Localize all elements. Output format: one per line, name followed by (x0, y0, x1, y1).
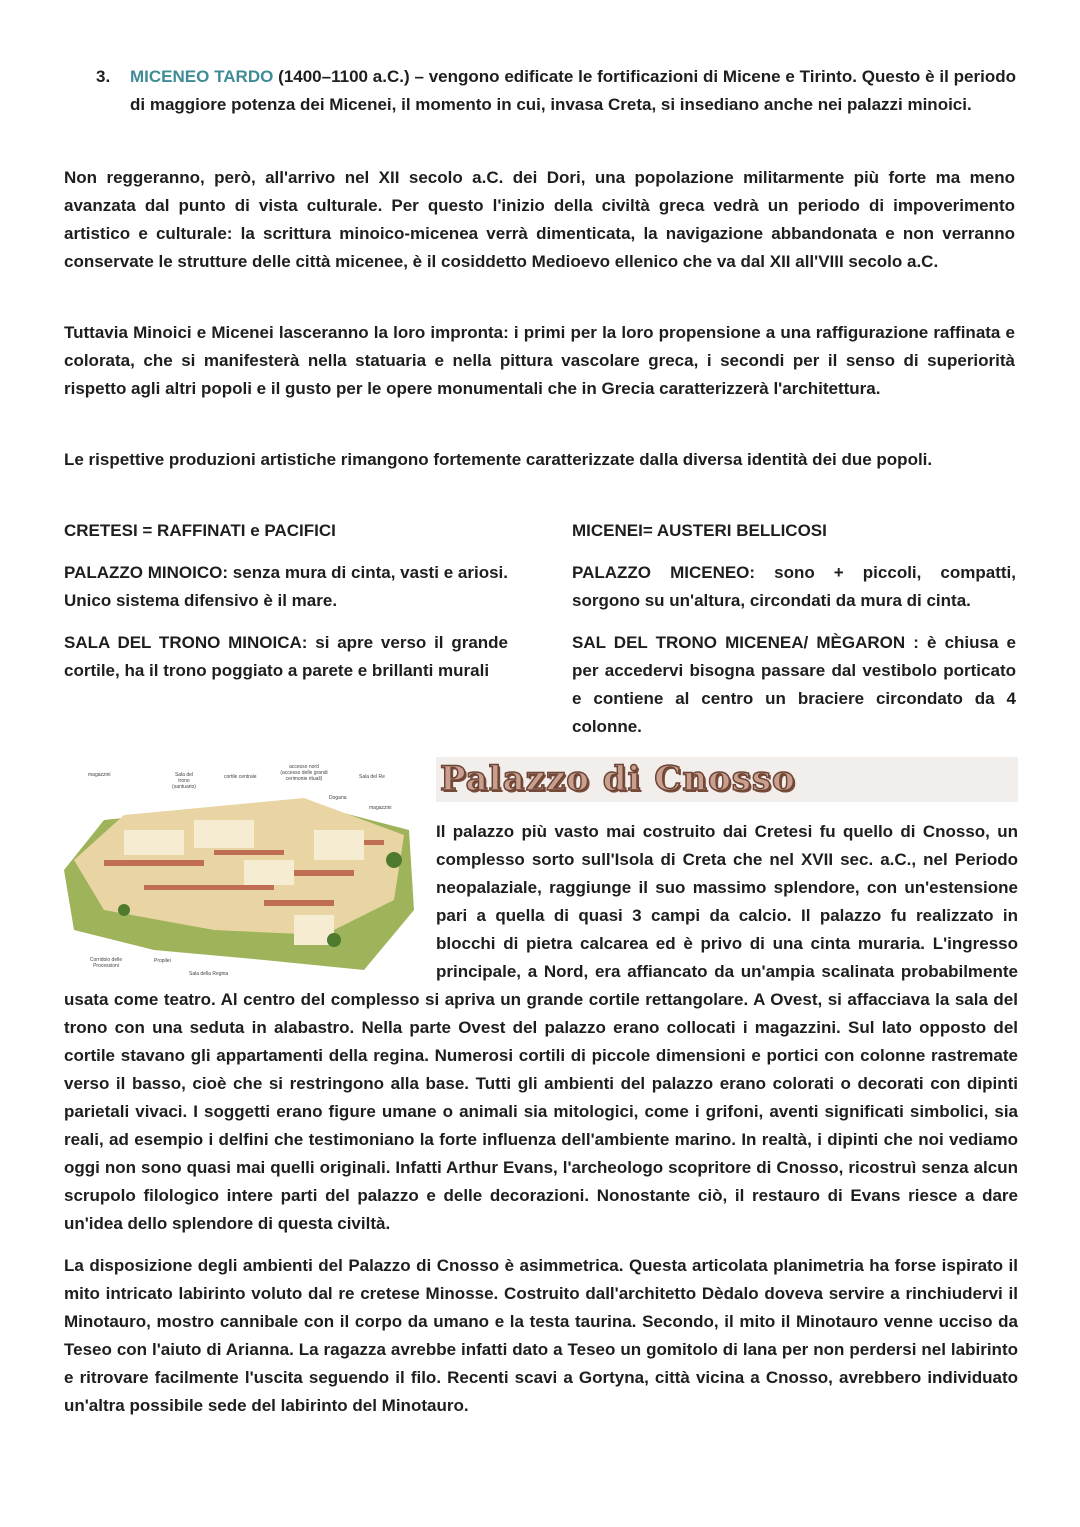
paragraph-dori: Non reggeranno, però, all'arrivo nel XII secolo a.C. dei Dori, una popolazione militarmente più forte ma meno avanzata dal punto di vista culturale. Per questo l'inizio della civiltà greca vedrà un periodo di impoverimento artistico e culturale: la scrittura minoico-micenea verrà dimenticata, la navigazione abbandonata e non verranno conservate le strutture delle città micenee, è il cosiddetto Medioevo ellenico che va dal XII all'VIII secolo a.C. (64, 168, 1015, 271)
paragraph-labirinto: La disposizione degli ambienti del Palazzo di Cnosso è asimmetrica. Questa articolata planimetria ha forse ispirato il mito intricato labirinto voluto dal re cretese Minosse. Costruito dall'architetto Dèdalo doveva servire a rinchiudervi il Minotauro, mostro cannibale con il corpo da umano e la testa taurina. Secondo, il mito il Minotauro venne ucciso da Teseo con l'aiuto di Arianna. La ragazza avrebbe infatti dato a Teseo un gomitolo di lana per non perdersi nel labirinto e ritrovare facilmente l'uscita seguendo il filo. Recenti scavi a Gortyna, città vicina a Cnosso, avrebbero individuato un'altra possibile sede del labirinto del Minotauro. (64, 1256, 1018, 1415)
list-number: 3. (96, 67, 111, 86)
column-heading: MICENEI= AUSTERI BELLICOSI (572, 521, 827, 540)
list-body: (1400–1100 a.C.) – vengono edificate le fortificazioni di Micene e Tirinto. Questo è il periodo di maggiore potenza dei Micenei, il momento in cui, invasa Creta, si insediano anche nei palazzi minoici. (130, 67, 1016, 114)
column-heading: CRETESI = RAFFINATI e PACIFICI (64, 521, 336, 540)
column-text: SALA DEL TRONO MINOICA: si apre verso il grande cortile, ha il trono poggiato a parete e brillanti murali (64, 633, 508, 680)
section-body: Il palazzo più vasto mai costruito dai Cretesi fu quello di Cnosso, un complesso sorto sull'Isola di Creta che nel XVII sec. a.C., nel Periodo neopalaziale, raggiunge il suo massimo splendore, con un'estensione pari a quella di quasi 3 campi da calcio. Il palazzo fu realizzato in blocchi di pietra calcarea ed è privo di una cinta muraria. L'ingresso principale, a Nord, era affiancato da un'ampia scalinata probabilmente usata come teatro. Al centro del complesso si apriva un grande cortile rettangolare. A Ovest, si affacciava la sala del trono con una seduta in alabastro. Nella parte Ovest del palazzo erano collocati i magazzini. Sul lato opposto del cortile stavano gli appartamenti della regina. Numerosi cortili di piccole dimensioni e portici con colonne rastremate verso il basso, cioè che si restringono alla base. Tutti gli ambienti del palazzo erano colorati o decorati con dipinti parietali vivaci. I soggetti erano figure umane o animali sia mitologici, come i grifoni, aventi significati simbolici, sia reali, ad esempio i delfini che testimoniano la forte influenza dell'ambiente marino. In realtà, i dipinti che noi vediamo oggi non sono quasi mai quelli originali. Infatti Arthur Evans, l'archeologo scopritore di Cnosso, ricostruì senza alcun scrupolo filologico intere parti del palazzo e delle decorazioni. Nonostante ciò, il restauro di Evans riesce a dare un'idea dello splendore di questa civiltà. (64, 822, 1018, 1233)
paragraph-impronta: Tuttavia Minoici e Micenei lasceranno la loro impronta: i primi per la loro propensione a una raffigurazione raffinata e colorata, che si manifesterà nella statuaria e nella pittura vascolare greca, i secondi per il senso di superiorità rispetto agli altri popoli e il gusto per le opere monumentali che in Grecia caratterizzerà l'architettura. (64, 323, 1015, 398)
image-label: Corridoio delle Processioni (89, 957, 123, 969)
image-label: magazzini (88, 772, 111, 778)
column-text: PALAZZO MICENEO: sono + piccoli, compatti, sorgono su un'altura, circondati da mura di cinta. (572, 563, 1016, 610)
highlight-term: MICENEO TARDO (130, 67, 274, 86)
image-label: Sala del trono (santuario) (172, 772, 196, 790)
image-label: Sala della Regina (189, 971, 229, 977)
paragraph-produzioni: Le rispettive produzioni artistiche rimangono fortemente caratterizzate dalla diversa identità dei due popoli. (64, 450, 933, 469)
image-label: cortile centrale (224, 774, 257, 780)
column-micenei (572, 517, 1016, 755)
section-palazzo-cnosso (64, 757, 1018, 1420)
section-title-banner (436, 757, 1018, 802)
palace-illustration (64, 760, 430, 980)
image-label: Propilei (154, 958, 171, 964)
palace-drawing (64, 760, 430, 980)
list-text (130, 63, 1016, 119)
list-item-miceneo-tardo (96, 63, 1016, 119)
image-label: accesso nord (accesso delle grandi cerimonie rituali) (280, 764, 328, 782)
column-text: SAL DEL TRONO MICENEA/ MÈGARON : è chiusa e per accedervi bisogna passare dal vestibolo porticato e contiene al centro un braciere circondato da 4 colonne. (572, 633, 1016, 736)
section-title: Palazzo di Cnosso (440, 759, 796, 799)
image-label: Dogana (329, 795, 347, 801)
column-text: PALAZZO MINOICO: senza mura di cinta, vasti e ariosi. Unico sistema difensivo è il mare. (64, 563, 508, 610)
column-cretesi (64, 517, 508, 699)
image-label: magazzini (369, 805, 392, 811)
image-label: Sala del Re (359, 774, 385, 780)
